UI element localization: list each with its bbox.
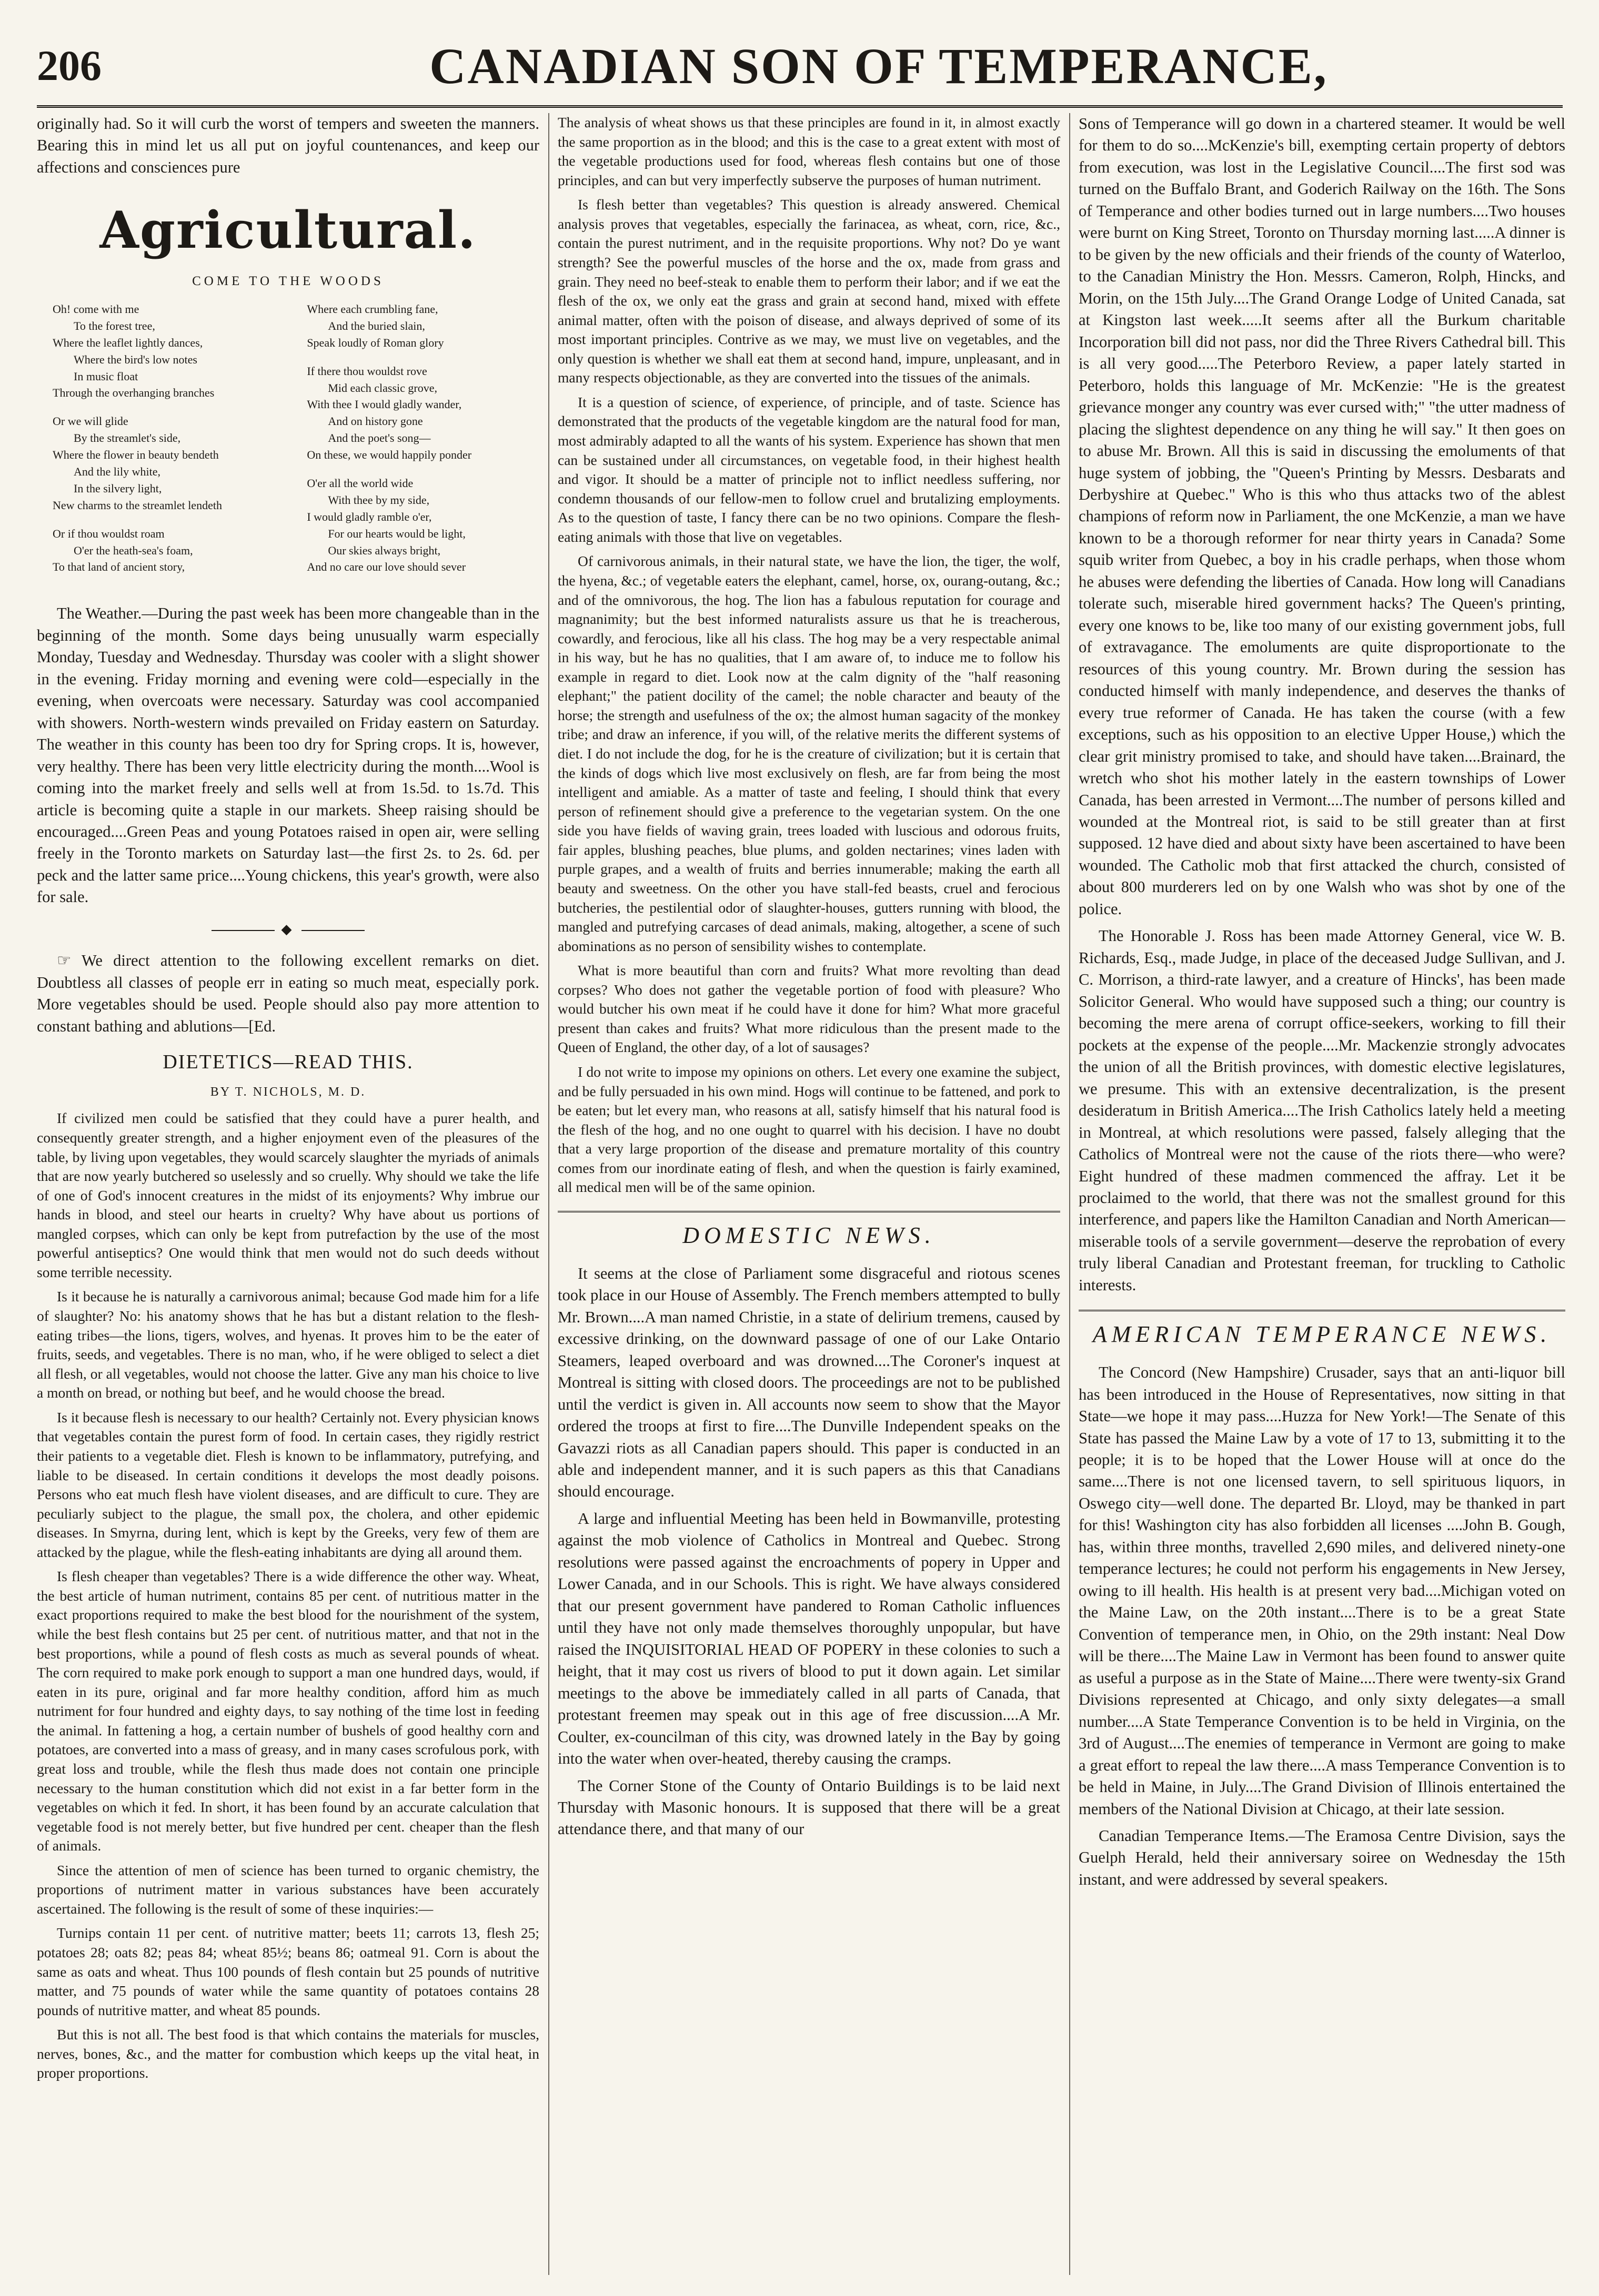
news-paragraph: It seems at the close of Parliament some disgraceful and riotous scenes took place in our House of Assembly. The French members attempted to bully Mr. Brown....A man named Christie, in a state of delirium tremens, caused by excessive drinking, on the downward passage of one of our Lake Ontario Steamers, leaped overboard and was drowned....The Coroner's inquest at Montreal is sitting with closed doors. The proceedings are not to be published until the verdict is given in. All accounts now seem to show that the Mayor ordered the troops at first to fire....The Dunville Independent speaks on the Gavazzi riots as all Canadian papers should. This paper is conducted in an able and independent manner, and it is such papers as this that Canadians should encourage. [558,1264,1060,1501]
poem-line: In music float [74,369,138,383]
masthead [37,32,1563,108]
poem-line: In the silvery light, [74,481,162,495]
poem-line: Through the overhanging branches [53,386,215,400]
section-heading-domestic-news: DOMESTIC NEWS. [558,1211,1060,1251]
poem-stanza [307,301,524,351]
poem-line: If there thou wouldst rove [307,364,427,378]
weather-report: The Weather.—During the past week has been more changeable than in the beginning of the month. Some days being unusually warm especially Monday, Tuesday and Wednesday. Thursday was cooler with a slight shower in the evening. Friday morning and evening were cold—especially in the evening, when overcoats were necessary. Saturday was cool accompanied with showers. North-western winds prevailed on Friday eastern on Saturday. The weather in this county has been too dry for Spring crops. It is, however, very healthy. There has been very little electricity during the month....Wool is coming into the market freely and sells well at from 1s.5d. to 1s.7d. This article is becoming quite a staple in our markets. Sheep raising should be encouraged....Green Peas and young Potatoes raised in open air, were selling freely in the Toronto markets on Saturday last—the first 2s. to 2s. 6d. per peck and the latter same price....Young chickens, this year's growth, were also for sale. [37,604,539,906]
poem-stanza [307,475,524,575]
poem-right-column [307,301,524,587]
poem-line: On these, we would happily ponder [307,448,472,462]
poem-line: Or if thou wouldst roam [53,527,165,540]
news-paragraph: The Concord (New Hampshire) Crusader, says that an anti-liquor bill has been introduced in the House of Representatives, now sitting in that State—we hope it may pass....Huzza for New York!—The Senate of this State has passed the Maine Law by a vote of 17 to 13, submitting it to the people; it is to be hoped that the Lower House will at once do the same....There is not one licensed tavern, to sell spirituous liquors, in Oswego city—well done. The departed Br. Lloyd, may be thanked in part for this! Washington city has also forbidden all licenses ....John B. Gough, has, within three months, travelled 2,690 miles, and delivered ninety-one temperance lectures; he could not perform his engagements in New Jersey, owing to ill health. His health is at present very bad....Michigan voted on the Maine Law, on the 20th instant....There is to be a great State Convention of temperance men, in Ohio, on the 29th instant: Neal Dow will be there....The Maine Law in Vermont has been found to answer quite as useful a purpose as in the State of Maine....There were twenty-six Grand Divisions represented at Chicago, and only sixty delegates—a small number....A State Temperance Convention is to be held in Virginia, on the 3rd of August....The enemies of temperance in Vermont are going to make a great effort to repeal the law there....A mass Temperance Convention is to be held in Maine, in July....The Grand Division of Illinois entertained the members of the National Division at Chicago, at their late session. [1079,1363,1565,1818]
news-paragraph: The Corner Stone of the County of Ontario Buildings is to be laid next Thursday with Masonic honours. It is supposed that there will be a great attendance there, and that many of our [558,1776,1060,1838]
poem-line: I would gladly ramble o'er, [307,510,432,523]
poem-line: With thee I would gladly wander, [307,398,462,411]
news-paragraph: The Honorable J. Ross has been made Attorney General, vice W. B. Richards, Esq., made Judge, in place of the deceased Judge Sullivan, and J. C. Morrison, a third-rate lawyer, and a creature of Hincks', has been made Solicitor General. Who would have supposed such a thing; our country is becoming the mere arena of corrupt office-seekers, working to fill their pockets at the expense of the people....Mr. Mackenzie strongly advocates the union of all the British provinces, with domestic elective legislatures, we presume. This with an extensive decentralization, is the present desideratum in British America....The Irish Catholics lately held a meeting in Montreal, at which resolutions were passed, falsely alleging that the Catholics of Montreal were not the cause of the riots there—who were? Eight hundred of these madmen commenced the affray. Let it be proclaimed to the world, that there was not the smallest ground for this interference, and papers like the Hamilton Canadian and North American—miserable tools of a servile government—deserve the reprobation of every truly liberal Canadian and Protestant freeman, for truckling to Catholic interests. [1079,927,1565,1294]
editor-notice: ☞ We direct attention to the following excellent remarks on diet. Doubtless all classes of people err in eating so much meat, especially pork. More vegetables should be used. People should also pay more attention to constant bathing and ablutions—[Ed. [37,952,539,1035]
poem-line: And the buried slain, [328,319,425,332]
poem-stanza [53,413,269,513]
poem-stanza [307,363,524,463]
poem-line: O'er all the world wide [307,476,414,490]
article-paragraph: But this is not all. The best food is that which contains the materials for muscles, nerves, bones, &c., and the matter for combustion which keeps up the vital heat, in proper proportions. [37,2026,539,2081]
column-3 [1079,113,1565,2275]
column-2 [558,113,1060,2275]
poem-stanza [53,301,269,401]
article-paragraph: The analysis of wheat shows us that these principles are found in it, in almost exactly the same proportion as in the blood; and this is the case to a great extent with most of the vegetable productions used for food, whereas flesh contains but one of those principles, and can but very imperfectly subserve the purposes of human nutriment. [558,114,1060,188]
poem-line: With thee by my side, [328,493,430,507]
separator-ornament: ◆ [37,920,539,938]
poem-line: Our skies always bright, [328,543,441,557]
poem-line: And the poet's song— [328,431,431,445]
poem-line: To that land of ancient story, [53,560,185,574]
poem-line: Where the bird's low notes [74,352,197,366]
poem-line: To the forest tree, [74,319,155,332]
page-number: 206 [37,42,102,89]
article-paragraph: Of carnivorous animals, in their natural state, we have the lion, the tiger, the wolf, the hyena, &c.; of vegetable eaters the elephant, camel, horse, ox, ourang-outang, &c.; and of the omnivorous, the hog. The lion has a fabulous reputation for courage and magnanimity; but the best informed naturalists assure us that he is treacherous, cowardly, and ferocious, like all his class. The hog may be a very respectable animal in his way, but he has no qualities, that I am aware of, to induce me to follow his example in regard to diet. Look now at the calm dignity of the "half reasoning elephant;" the patient docility of the camel; the noble character and beauty of the horse; the strength and usefulness of the ox; the almost human sagacity of the monkey tribe; and draw an inference, if you will, of the relative merits the different systems of diet. I do not include the dog, for he is the creature of civilization; but it is certain that the kinds of dogs which live most exclusively on flesh, are far from being the most intelligent and amiable. As a matter of taste and feeling, I should think that every person of refinement should give a preference to the vegetarian system. On the one side you have fields of waving grain, trees loaded with luscious and odorous fruits, fair apples, blushing peaches, blue plums, and golden nectarines; vines laden with purple grapes, and a wealth of fruits and berries innumerable; making the earth all beauty and sweetness. On the other you have stall-fed beasts, cruel and ferocious butcheries, the pestilential odor of slaughter-houses, gutters running with blood, the mangled and putrefying carcases of dead animals, making, altogether, a scene of such abominations as no person of sensibility wishes to contemplate. [558,553,1060,954]
article-paragraph: Since the attention of men of science has been turned to organic chemistry, the proportions of nutriment matter in various substances have been accurately ascertained. The following is the result of some of these inquiries:— [37,1862,539,1917]
poem-line: O'er the heath-sea's foam, [74,543,193,557]
poem-line: New charms to the streamlet lendeth [53,498,222,512]
article-paragraph: If civilized men could be satisfied that they could have a purer health, and consequently greater strength, and a higher enjoyment even of the pleasures of the table, by living upon vegetables, they would scarcely slaughter the myriads of animals that are now yearly butchered so uselessly and so cruelly. Why should we take the life of one of God's innocent creatures in the midst of its enjoyments? Why imbrue our hands in blood, and steel our hearts in cruelty? Why have about us portions of mangled corpses, which can only be kept from putrefaction by the use of the most powerful antiseptics? One would think that men would not do such deeds without some terrible necessity. [37,1110,539,1280]
section-heading-american-temperance-news: AMERICAN TEMPERANCE NEWS. [1079,1310,1565,1350]
column-1 [37,113,539,2275]
newspaper-title: CANADIAN SON OF TEMPERANCE, [429,38,1328,94]
article-title: DIETETICS—READ THIS. [163,1051,414,1074]
poem-line: By the streamlet's side, [74,431,181,445]
news-paragraph: Sons of Temperance will go down in a chartered steamer. It would be well for them to do so....McKenzie's bill, exempting certain property of debtors from execution, was lost in the Legislative Council....The first sod was turned on the Buffalo Brant, and Goderich Railway on the 16th. The Sons of Temperance and other bodies turned out in large numbers....Two houses were burnt on King Street, Toronto on Thursday morning last.....A dinner is to be given by the new officials and their friends of the county of Waterloo, to the Canadian Ministry the Hon. Messrs. Cameron, Rolph, Hincks, and Morin, on the 15th July....The Grand Orange Lodge of United Canada, sat at Kingston last week.....It seems after all the Burkum charitable Incorporation bill did not pass, nor did the Three Rivers Cathedral bill. This is all very good.....The Peterboro Review, a paper lately started in Peterboro, holds this language of Mr. McKenzie: "He is the greatest grievance monger any country was ever cursed with;" "the utter madness of placing the slightest dependence on any thing he will say." It then goes on to abuse Mr. Brown. All this is said in discussing the emoluments of that huge system of jobbing, the "Queen's Printing by Messrs. Desbarats and Derbyshire at Quebec." Who is this who thus attacks two of the ablest champions of reform now in Parliament, the one McKenzie, a man we have known to be a thorough reformer for near thirty years in Canada? Some squib writer from Quebec, a boy in his cradle perhaps, when those whom he abuses were defending the liberties of Canada. How long will Canadians tolerate such, miserable hired government hacks? The Queen's printing, every one knows to be, like too many of our existing government jobs, full of extravagance. The emoluments are quite disproportionate to the resources of this young country. Mr. Brown during the session has conducted himself with manly independence, and deserves the thanks of every true reformer of Canada. He has taken the course (with a few exceptions, such as his opposition to an elective Upper House,) which the clear grit ministry promised to take, and should have taken....Brainard, the wretch who shot his mother lately in the eastern townships of Lower Canada, has been arrested in Vermont....The number of persons killed and wounded at the Montreal riot, is said to be still greater than at first supposed. 12 have died and about sixty have been ascertained to have been wounded. The Catholic mob that first attacked the church, consisted of about 800 murderers led on by one Walsh who was shot by one of the police. [1079,115,1565,918]
news-paragraph: A large and influential Meeting has been held in Bowmanville, protesting against the mob violence of Catholics in Montreal and Quebec. Strong resolutions were passed against the encroachments of popery in Upper and Lower Canada, and in our Schools. This is right. We have always considered that our present government have pandered to Roman Catholic influences until they have not only made themselves thoroughly unpopular, but have raised the INQUISITORIAL HEAD OF POPERY in these colonies to such a height, that it may cost us rivers of blood to put it down again. Let similar meetings to the above be immediately called in all parts of Canada, that protestant freemen may speak out in this age of free discussion....A Mr. Coulter, ex-councilman of this city, was drowned lately in the Bay by going into the water when over-heated, thereby causing the cramps. [558,1509,1060,1768]
article-body [37,1109,539,2083]
poem-line: Where the leaflet lightly dances, [53,336,203,349]
poem-line: And on history gone [328,414,423,428]
poem-line: Mid each classic grove, [328,381,438,395]
poem-line: And the lily white, [74,464,160,478]
poem-stanza [53,525,269,576]
column-rule [1069,113,1070,2275]
poem-line: Oh! come with me [53,302,139,316]
article-paragraph: Turnips contain 11 per cent. of nutritive matter; beets 11; carrots 13, flesh 25; potatoes 28; oats 82; peas 84; wheat 85½; beans 86; oatmeal 91. Corn is about the same as oats and wheat. Thus 100 pounds of flesh contain but 25 pounds of nutritive matter, and 75 pounds of water while the same quantity of potatoes contains 28 pounds of nutritive matter, and wheat 85 pounds. [37,1925,539,2018]
poem-line: And no care our love should sever [307,560,466,574]
poem-line: For our hearts would be light, [328,527,466,540]
poem [53,301,524,587]
news-paragraph: Canadian Temperance Items.—The Eramosa Centre Division, says the Guelph Herald, held their anniversary soiree on Wednesday the 15th instant, and were addressed by several speakers. [1079,1826,1565,1888]
article-paragraph: Is it because he is naturally a carnivorous animal; because God made him for a life of slaughter? No: his anatomy shows that he has but a distant relation to the flesh-eating tribes—the lions, tigers, wolves, and hyenas. It proves him to be the eater of fruits, seeds, and vegetables. There is no man, who, if he were obliged to select a diet all flesh, or all vegetables, would not choose the latter. Give any man his choice to live a month on bread, or nothing but beef, and he would choose the bread. [37,1288,539,1401]
poem-line: Where the flower in beauty bendeth [53,448,219,462]
article-paragraph: Is it because flesh is necessary to our health? Certainly not. Every physician knows that vegetables contain the purest form of food. In certain cases, they rigidly restrict their patients to a vegetable diet. Flesh is known to be inflammatory, putrefying, and liable to be diseased. In certain conditions it develops the most deadly poisons. Persons who eat much flesh have violent diseases, and are difficult to cure. They are peculiarly subject to the plague, the small pox, the cholera, and other epidemic diseases. In Smyrna, during lent, which is kept by the Greeks, very few of them are attacked by the plague, while the flesh-eating inhabitants are dying all around them. [37,1409,539,1560]
article-body-continued [558,113,1060,1197]
poem-line: Speak loudly of Roman glory [307,336,444,349]
poem-title: COME TO THE WOODS [192,274,384,288]
section-heading-agricultural: Agricultural. [99,200,477,260]
article-byline: BY T. NICHOLS, M. D. [210,1085,366,1099]
poem-left-column [53,301,269,587]
article-paragraph: Is flesh better than vegetables? This question is already answered. Chemical analysis proves that vegetables, especially the farinacea, as wheat, corn, rice, &c., contain the purest nutriment, and in the requisite proportions. Why not? Do ye want strength? See the powerful muscles of the horse and the ox, made from grass and grain. They need no beef-steak to enable them to perform their labor; and if we eat the flesh of the ox, we only eat the grass and grain at second hand, mixed with effete animal matter, often with the poison of disease, and always deprived of some of its most important principles. Contrive as we may, we must live on vegetables, and the only question is whether we shall eat them at second hand, impure, unpleasant, and in many respects objectionable, as they are converted into the tissues of the animals. [558,196,1060,386]
article-paragraph: What is more beautiful than corn and fruits? What more revolting than dead corpses? Who does not gather the vegetable portion of food with pleasure? Who would butcher his own meat if he could have it done for him? What more graceful present than cakes and fruits? What more ridiculous than the present made to the Queen of England, the other day, of a lot of sausages? [558,962,1060,1056]
poem-line: Where each crumbling fane, [307,302,438,316]
column-rule [548,113,549,2275]
article-paragraph: Is flesh cheaper than vegetables? There is a wide difference the other way. Wheat, the best article of human nutriment, contains 85 per cent. of nutritious matter in the exact proportions required to make the best blood for the nourishment of the system, while the best flesh contains but 25 per cent. of nutritious matter, and that not in the best proportions, while a pound of flesh costs as much as several pounds of wheat. The corn required to make pork enough to support a man one hundred days, would, if eaten in its pure, original and far more healthy condition, afford him as much nutriment for four hundred and eighty days, to say nothing of the time lost in feeding the animal. In fattening a hog, a certain number of bushels of good healthy corn and potatoes, are converted into a mass of greasy, and in many cases scrofulous pork, with great loss and trouble, while the flesh thus made does not contain one principle necessary to the human constitution which did not exist in a far better form in the vegetables on which it fed. In short, it has been found by an accurate calculation that vegetable food is not merely better, but five hundred per cent. cheaper than the flesh of animals. [37,1568,539,1854]
article-paragraph: I do not write to impose my opinions on others. Let every one examine the subject, and be fully persuaded in his own mind. Hogs will continue to be fattened, and pork to be eaten; but let every man, who reasons at all, satisfy himself that his natural food is the flesh of the hog, and no one ought to quarrel with his decision. I have no doubt that a very large proportion of the disease and premature mortality of this country comes from our inordinate eating of flesh, and when the question is fairly examined, all medical men will be of the same opinion. [558,1064,1060,1196]
poem-line: Or we will glide [53,414,128,428]
article-paragraph: It is a question of science, of experience, of principle, and of taste. Science has demonstrated that the products of the vegetable kingdom are the natural food for man, most admirably adapted to all the wants of his system. Experience has shown that men can be sustained under all circumstances, on vegetable food, in their highest health and vigor. It should be a matter of principle not to inflict needless suffering, nor condemn thousands of our fellow-men to follow cruel and brutalizing employments. As to the question of taste, I fancy there can be no two opinions. Compare the flesh-eating animals with those that live on vegetables. [558,393,1060,545]
continued-text: originally had. So it will curb the worst of tempers and sweeten the manners. Bearing this in mind let us all put on joyful countenances, and keep our affections and consciences pure [37,115,539,176]
